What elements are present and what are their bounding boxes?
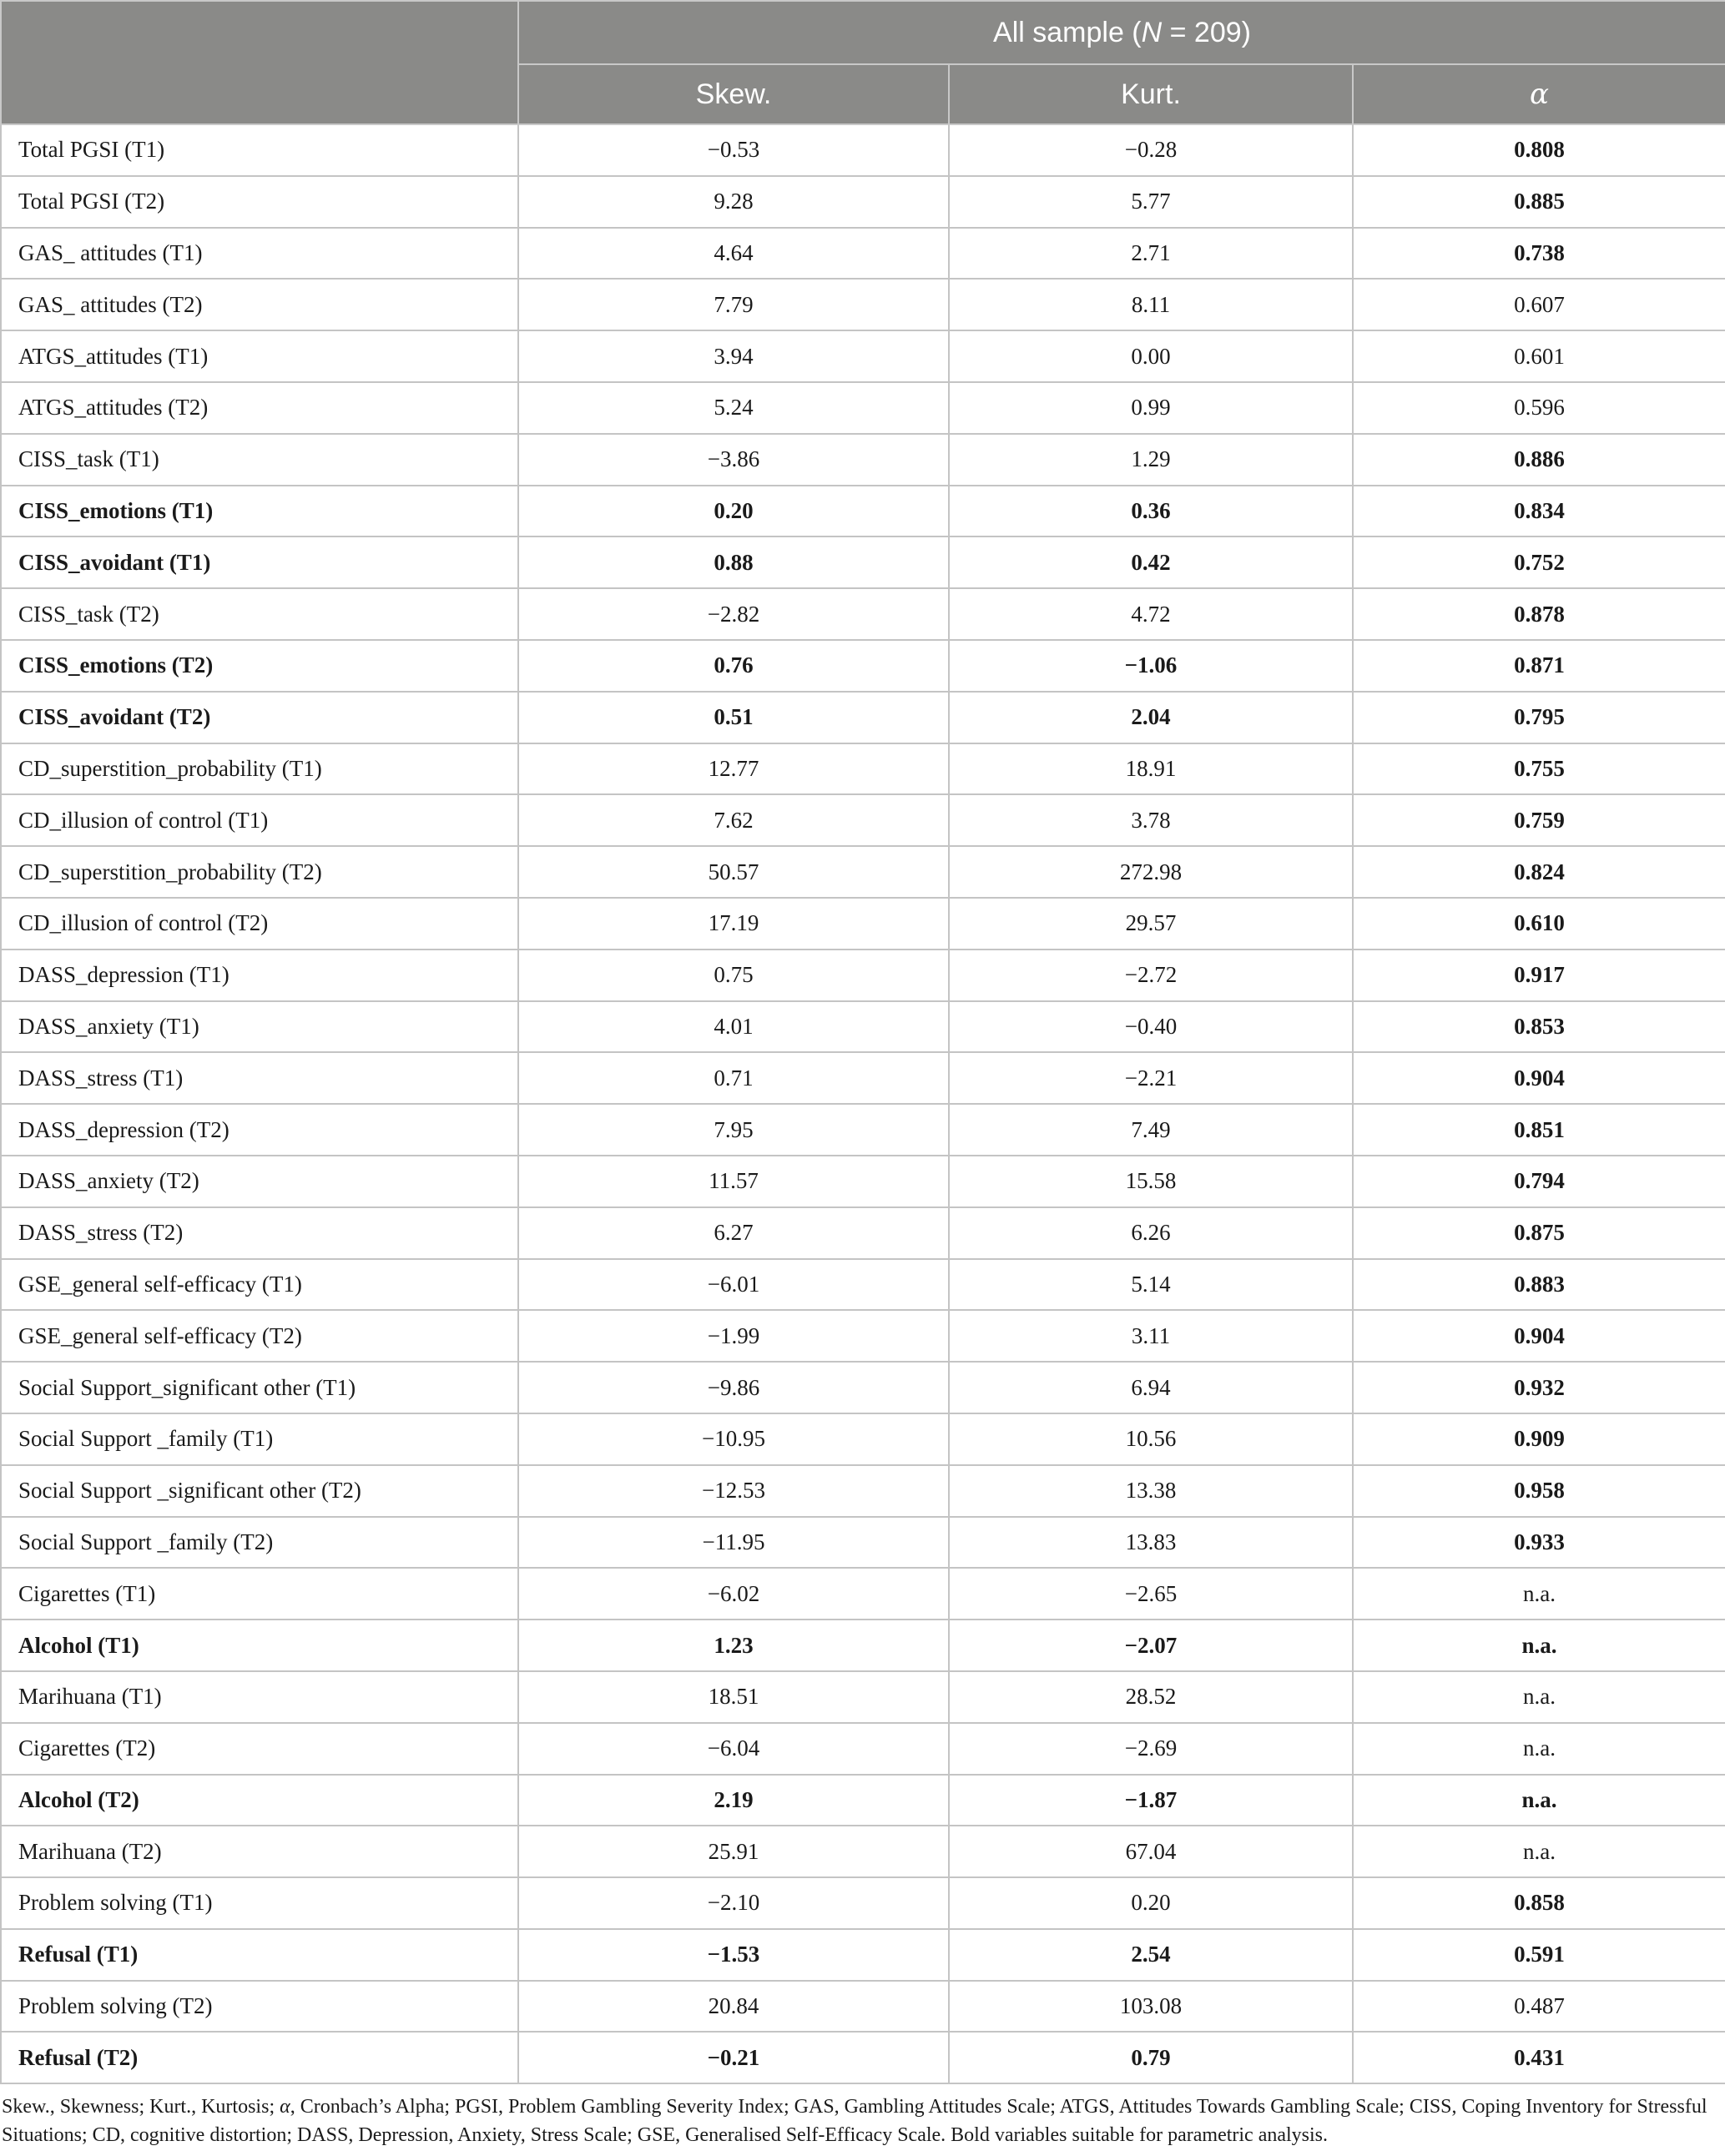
alpha-cell: 0.738 xyxy=(1353,228,1725,280)
table-row xyxy=(1,124,1725,176)
skew-cell: 7.62 xyxy=(518,794,949,846)
table-row xyxy=(1,1001,1725,1053)
variable-cell: GAS_ attitudes (T1) xyxy=(1,228,518,280)
table-row xyxy=(1,330,1725,382)
kurt-cell: −2.21 xyxy=(949,1052,1353,1104)
alpha-cell: 0.834 xyxy=(1353,486,1725,537)
kurt-cell: −0.28 xyxy=(949,124,1353,176)
table-row xyxy=(1,486,1725,537)
variable-cell: Refusal (T1) xyxy=(1,1929,518,1981)
variable-cell: GSE_general self-efficacy (T2) xyxy=(1,1310,518,1362)
alpha-cell: n.a. xyxy=(1353,1775,1725,1826)
kurt-cell: 272.98 xyxy=(949,846,1353,898)
alpha-cell: 0.487 xyxy=(1353,1981,1725,2033)
variable-cell: ATGS_attitudes (T1) xyxy=(1,330,518,382)
alpha-cell: 0.607 xyxy=(1353,279,1725,330)
variable-cell: CISS_task (T1) xyxy=(1,434,518,486)
skew-cell: 0.71 xyxy=(518,1052,949,1104)
skew-cell: 25.91 xyxy=(518,1826,949,1877)
kurt-cell: 8.11 xyxy=(949,279,1353,330)
skew-cell: −12.53 xyxy=(518,1465,949,1517)
skew-cell: −2.10 xyxy=(518,1877,949,1929)
table-row xyxy=(1,588,1725,640)
table-row xyxy=(1,692,1725,743)
skew-cell: −10.95 xyxy=(518,1413,949,1465)
alpha-cell: 0.755 xyxy=(1353,743,1725,795)
alpha-cell: 0.795 xyxy=(1353,692,1725,743)
header-alpha: α xyxy=(1353,64,1725,124)
skew-cell: 4.64 xyxy=(518,228,949,280)
skew-cell: 1.23 xyxy=(518,1620,949,1671)
table-row xyxy=(1,1671,1725,1723)
table-row xyxy=(1,536,1725,588)
kurt-cell: 0.20 xyxy=(949,1877,1353,1929)
table-row xyxy=(1,1981,1725,2033)
alpha-cell: 0.875 xyxy=(1353,1207,1725,1259)
variable-cell: Social Support _family (T1) xyxy=(1,1413,518,1465)
alpha-cell: 0.591 xyxy=(1353,1929,1725,1981)
alpha-cell: 0.932 xyxy=(1353,1362,1725,1413)
variable-cell: CD_superstition_probability (T1) xyxy=(1,743,518,795)
skew-cell: 0.88 xyxy=(518,536,949,588)
table-row xyxy=(1,176,1725,228)
table-row xyxy=(1,434,1725,486)
variable-cell: Social Support _significant other (T2) xyxy=(1,1465,518,1517)
group-header-n: N xyxy=(1141,16,1163,48)
variable-cell: CISS_avoidant (T2) xyxy=(1,692,518,743)
kurt-cell: 67.04 xyxy=(949,1826,1353,1877)
variable-cell: CD_illusion of control (T1) xyxy=(1,794,518,846)
kurt-cell: 13.38 xyxy=(949,1465,1353,1517)
alpha-cell: 0.759 xyxy=(1353,794,1725,846)
skew-cell: 9.28 xyxy=(518,176,949,228)
alpha-cell: 0.885 xyxy=(1353,176,1725,228)
variable-cell: DASS_depression (T2) xyxy=(1,1104,518,1156)
table-row xyxy=(1,1413,1725,1465)
table-row xyxy=(1,846,1725,898)
kurt-cell: 103.08 xyxy=(949,1981,1353,2033)
table-footnote xyxy=(0,2084,1725,2149)
table-row xyxy=(1,1929,1725,1981)
alpha-cell: n.a. xyxy=(1353,1671,1725,1723)
skew-cell: −2.82 xyxy=(518,588,949,640)
alpha-cell: n.a. xyxy=(1353,1620,1725,1671)
variable-cell: Total PGSI (T1) xyxy=(1,124,518,176)
kurt-cell: 2.71 xyxy=(949,228,1353,280)
variable-cell: Alcohol (T2) xyxy=(1,1775,518,1826)
table-row xyxy=(1,898,1725,950)
variable-cell: DASS_stress (T2) xyxy=(1,1207,518,1259)
skew-cell: −3.86 xyxy=(518,434,949,486)
variable-cell: ATGS_attitudes (T2) xyxy=(1,382,518,434)
header-all-sample xyxy=(518,1,1725,64)
alpha-cell: 0.858 xyxy=(1353,1877,1725,1929)
skew-cell: 6.27 xyxy=(518,1207,949,1259)
alpha-cell: 0.596 xyxy=(1353,382,1725,434)
alpha-cell: 0.808 xyxy=(1353,124,1725,176)
kurt-cell: 0.99 xyxy=(949,382,1353,434)
kurt-cell: 0.00 xyxy=(949,330,1353,382)
table-row xyxy=(1,1259,1725,1311)
kurt-cell: 5.77 xyxy=(949,176,1353,228)
skew-cell: 18.51 xyxy=(518,1671,949,1723)
variable-cell: Alcohol (T1) xyxy=(1,1620,518,1671)
skew-cell: −6.04 xyxy=(518,1723,949,1775)
table-row xyxy=(1,1568,1725,1620)
group-header-suffix: = 209) xyxy=(1162,16,1251,48)
table-row xyxy=(1,1052,1725,1104)
variable-cell: DASS_stress (T1) xyxy=(1,1052,518,1104)
header-variable-cell xyxy=(1,1,518,124)
skew-cell: 17.19 xyxy=(518,898,949,950)
variable-cell: GSE_general self-efficacy (T1) xyxy=(1,1259,518,1311)
table-row xyxy=(1,228,1725,280)
skew-cell: 11.57 xyxy=(518,1156,949,1207)
skew-cell: 0.75 xyxy=(518,950,949,1001)
variable-cell: CISS_avoidant (T1) xyxy=(1,536,518,588)
kurt-cell: 4.72 xyxy=(949,588,1353,640)
kurt-cell: 0.42 xyxy=(949,536,1353,588)
alpha-cell: 0.851 xyxy=(1353,1104,1725,1156)
variable-cell: GAS_ attitudes (T2) xyxy=(1,279,518,330)
alpha-cell: 0.431 xyxy=(1353,2032,1725,2083)
table-row xyxy=(1,1310,1725,1362)
skew-cell: 0.51 xyxy=(518,692,949,743)
table-row xyxy=(1,382,1725,434)
skew-cell: −0.21 xyxy=(518,2032,949,2083)
variable-cell: Social Support_significant other (T1) xyxy=(1,1362,518,1413)
skew-cell: −6.02 xyxy=(518,1568,949,1620)
kurt-cell: 29.57 xyxy=(949,898,1353,950)
skew-cell: 7.79 xyxy=(518,279,949,330)
alpha-cell: 0.958 xyxy=(1353,1465,1725,1517)
kurt-cell: 7.49 xyxy=(949,1104,1353,1156)
kurt-cell: 10.56 xyxy=(949,1413,1353,1465)
group-header-prefix: All sample ( xyxy=(993,16,1142,48)
table-row xyxy=(1,1156,1725,1207)
skew-cell: −9.86 xyxy=(518,1362,949,1413)
skew-cell: 2.19 xyxy=(518,1775,949,1826)
variable-cell: CD_illusion of control (T2) xyxy=(1,898,518,950)
alpha-cell: 0.824 xyxy=(1353,846,1725,898)
kurt-cell: −2.72 xyxy=(949,950,1353,1001)
alpha-cell: n.a. xyxy=(1353,1826,1725,1877)
kurt-cell: 2.54 xyxy=(949,1929,1353,1981)
table-row xyxy=(1,743,1725,795)
skew-cell: 12.77 xyxy=(518,743,949,795)
table-row xyxy=(1,1465,1725,1517)
table-row xyxy=(1,1620,1725,1671)
table-row xyxy=(1,279,1725,330)
kurt-cell: 13.83 xyxy=(949,1517,1353,1569)
kurt-cell: 18.91 xyxy=(949,743,1353,795)
skew-cell: 5.24 xyxy=(518,382,949,434)
kurt-cell: −2.65 xyxy=(949,1568,1353,1620)
alpha-cell: 0.909 xyxy=(1353,1413,1725,1465)
footnote-part1: Skew., Skewness; Kurt., Kurtosis; xyxy=(2,2096,280,2118)
table-row xyxy=(1,1775,1725,1826)
variable-cell: DASS_anxiety (T1) xyxy=(1,1001,518,1053)
kurt-cell: −1.87 xyxy=(949,1775,1353,1826)
alpha-cell: 0.886 xyxy=(1353,434,1725,486)
variable-cell: Social Support _family (T2) xyxy=(1,1517,518,1569)
kurt-cell: 6.26 xyxy=(949,1207,1353,1259)
skew-cell: −0.53 xyxy=(518,124,949,176)
kurt-cell: −2.07 xyxy=(949,1620,1353,1671)
alpha-cell: 0.878 xyxy=(1353,588,1725,640)
skew-cell: 7.95 xyxy=(518,1104,949,1156)
table-row xyxy=(1,950,1725,1001)
alpha-cell: 0.601 xyxy=(1353,330,1725,382)
alpha-cell: n.a. xyxy=(1353,1568,1725,1620)
table-header xyxy=(1,1,1725,124)
kurt-cell: −2.69 xyxy=(949,1723,1353,1775)
alpha-cell: 0.933 xyxy=(1353,1517,1725,1569)
alpha-cell: 0.853 xyxy=(1353,1001,1725,1053)
table-row xyxy=(1,1104,1725,1156)
kurt-cell: 3.11 xyxy=(949,1310,1353,1362)
variable-cell: Marihuana (T2) xyxy=(1,1826,518,1877)
skew-cell: −1.99 xyxy=(518,1310,949,1362)
variable-cell: Problem solving (T1) xyxy=(1,1877,518,1929)
skew-cell: 50.57 xyxy=(518,846,949,898)
kurt-cell: 28.52 xyxy=(949,1671,1353,1723)
skew-cell: 0.20 xyxy=(518,486,949,537)
variable-cell: DASS_depression (T1) xyxy=(1,950,518,1001)
header-kurt: Kurt. xyxy=(949,64,1353,124)
kurt-cell: 1.29 xyxy=(949,434,1353,486)
skew-cell: −1.53 xyxy=(518,1929,949,1981)
table-row xyxy=(1,1877,1725,1929)
kurt-cell: −0.40 xyxy=(949,1001,1353,1053)
table-row xyxy=(1,1207,1725,1259)
table-row xyxy=(1,794,1725,846)
variable-cell: DASS_anxiety (T2) xyxy=(1,1156,518,1207)
variable-cell: Problem solving (T2) xyxy=(1,1981,518,2033)
variable-cell: CISS_emotions (T1) xyxy=(1,486,518,537)
kurt-cell: −1.06 xyxy=(949,640,1353,692)
skew-cell: −6.01 xyxy=(518,1259,949,1311)
variable-cell: Refusal (T2) xyxy=(1,2032,518,2083)
variable-cell: Cigarettes (T2) xyxy=(1,1723,518,1775)
skew-cell: −11.95 xyxy=(518,1517,949,1569)
variable-cell: Marihuana (T1) xyxy=(1,1671,518,1723)
alpha-cell: 0.904 xyxy=(1353,1052,1725,1104)
kurt-cell: 3.78 xyxy=(949,794,1353,846)
alpha-cell: 0.917 xyxy=(1353,950,1725,1001)
variable-cell: Total PGSI (T2) xyxy=(1,176,518,228)
kurt-cell: 2.04 xyxy=(949,692,1353,743)
alpha-cell: 0.794 xyxy=(1353,1156,1725,1207)
kurt-cell: 15.58 xyxy=(949,1156,1353,1207)
table-body xyxy=(1,124,1725,2083)
alpha-cell: 0.610 xyxy=(1353,898,1725,950)
table-row xyxy=(1,1723,1725,1775)
alpha-cell: 0.883 xyxy=(1353,1259,1725,1311)
variable-cell: CISS_task (T2) xyxy=(1,588,518,640)
kurt-cell: 0.79 xyxy=(949,2032,1353,2083)
kurt-cell: 0.36 xyxy=(949,486,1353,537)
alpha-cell: n.a. xyxy=(1353,1723,1725,1775)
skew-cell: 0.76 xyxy=(518,640,949,692)
variable-cell: Cigarettes (T1) xyxy=(1,1568,518,1620)
alpha-cell: 0.904 xyxy=(1353,1310,1725,1362)
alpha-cell: 0.752 xyxy=(1353,536,1725,588)
alpha-cell: 0.871 xyxy=(1353,640,1725,692)
skew-cell: 20.84 xyxy=(518,1981,949,2033)
table-row xyxy=(1,2032,1725,2083)
table-row xyxy=(1,1517,1725,1569)
table-row xyxy=(1,1826,1725,1877)
table-row xyxy=(1,640,1725,692)
header-row-group xyxy=(1,1,1725,64)
header-skew: Skew. xyxy=(518,64,949,124)
skew-cell: 4.01 xyxy=(518,1001,949,1053)
kurt-cell: 6.94 xyxy=(949,1362,1353,1413)
footnote-alpha-symbol: α xyxy=(280,2096,290,2118)
skew-cell: 3.94 xyxy=(518,330,949,382)
table-row xyxy=(1,1362,1725,1413)
variable-cell: CISS_emotions (T2) xyxy=(1,640,518,692)
kurt-cell: 5.14 xyxy=(949,1259,1353,1311)
footnote-part2: , Cronbach’s Alpha; PGSI, Problem Gambling Severity Index; GAS, Gambling Attitudes Scale; ATGS, Attitudes Towards Gambling Scale; CISS, Coping Inventory for Stressful Situations; CD, cognitive distortion; DASS, Depression, Anxiety, Stress Scale; GSE, Generalised Self-Efficacy Scale. Bold variables suitable for parametric analysis. xyxy=(2,2096,1707,2147)
variable-cell: CD_superstition_probability (T2) xyxy=(1,846,518,898)
